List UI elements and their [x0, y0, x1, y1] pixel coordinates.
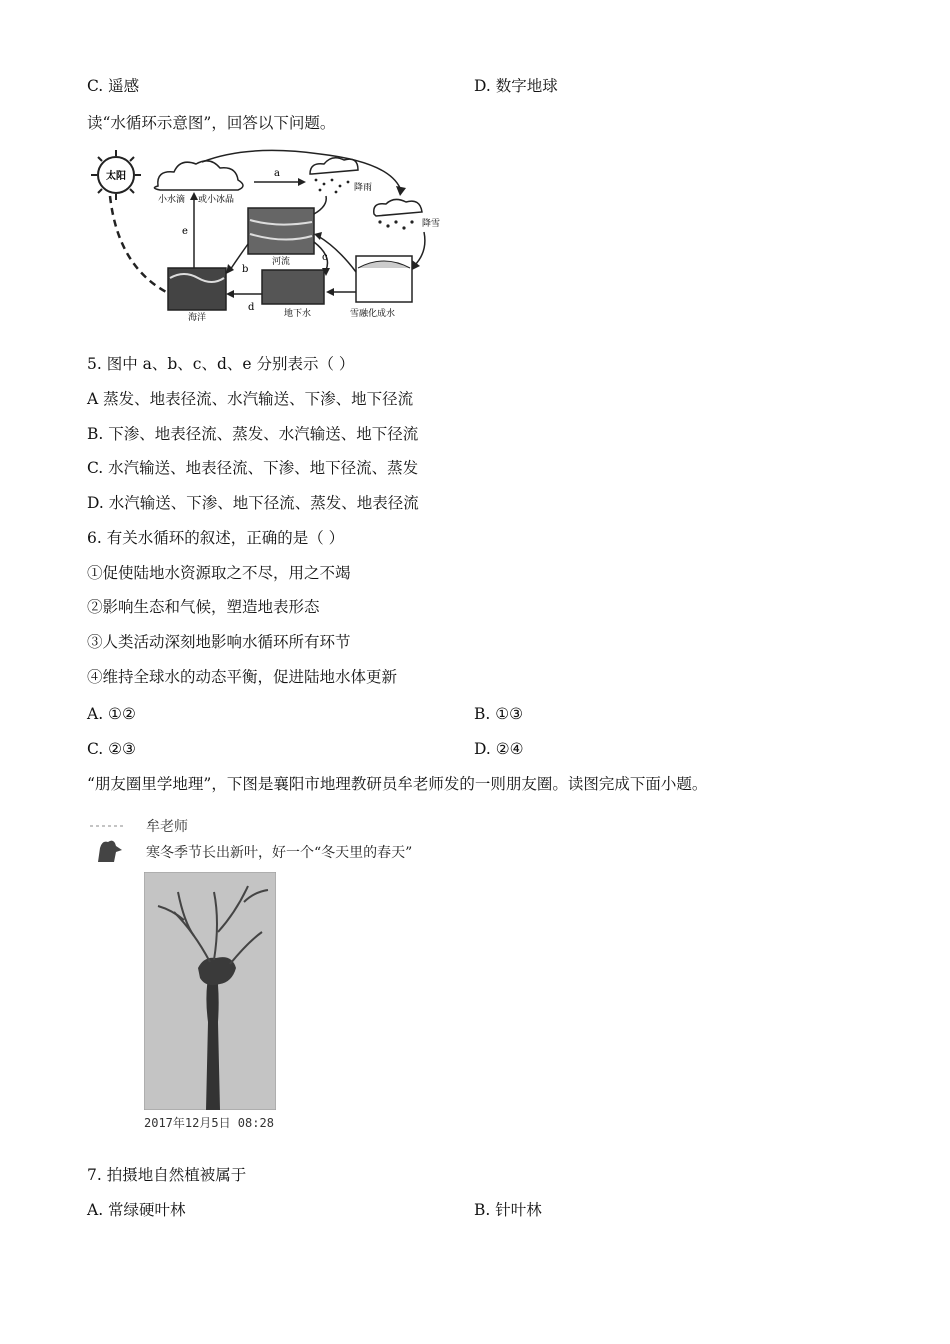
intro-water-cycle: 读“水循环示意图”，回答以下问题。 — [87, 114, 336, 132]
q6-statement-2: ②影响生态和气候，塑造地表形态 — [87, 598, 320, 616]
q4-option-c: C. 遥感 — [87, 77, 140, 95]
q6-statement-3: ③人类活动深刻地影响水循环所有环节 — [87, 633, 351, 651]
cloud-label-2: 或小冰晶 — [198, 195, 235, 205]
cloud-icon — [154, 161, 243, 190]
q6-statement-1: ①促使陆地水资源取之不尽，用之不竭 — [87, 564, 351, 582]
river-label: 河流 — [272, 257, 291, 267]
avatar — [90, 824, 130, 864]
q4-option-d: D. 数字地球 — [474, 77, 558, 95]
rain-cloud-icon — [310, 158, 358, 174]
groundwater-block — [262, 270, 324, 304]
snow-cloud-icon — [374, 199, 422, 216]
q5-option-c: C. 水汽输送、地表径流、下渗、地下径流、蒸发 — [87, 459, 419, 477]
river-block — [248, 208, 314, 254]
rain-label: 降雨 — [354, 183, 373, 193]
q7-stem: 7. 拍摄地自然植被属于 — [87, 1166, 247, 1184]
tree-photo — [144, 872, 276, 1110]
photo-timestamp: 2017年12月5日 08:28 — [144, 1116, 274, 1130]
post-author: 牟老师 — [146, 819, 188, 835]
snow-label: 降雪 — [422, 219, 441, 229]
label-d: d — [248, 302, 255, 313]
q6-option-a: A. ①② — [87, 705, 136, 723]
label-b: b — [242, 264, 249, 275]
q6-option-c: C. ②③ — [87, 740, 136, 758]
q5-option-b: B. 下渗、地表径流、蒸发、水汽输送、地下径流 — [87, 425, 419, 443]
post-text: 寒冬季节长出新叶，好一个“冬天里的春天” — [146, 845, 413, 861]
sun-label: 太阳 — [106, 171, 126, 182]
label-c: c — [322, 252, 328, 263]
q6-option-b: B. ①③ — [474, 705, 524, 723]
q6-option-d: D. ②④ — [474, 740, 524, 758]
q6-statement-4: ④维持全球水的动态平衡，促进陆地水体更新 — [87, 668, 398, 686]
q6-stem: 6. 有关水循环的叙述，正确的是（ ） — [87, 529, 345, 547]
ocean-label: 海洋 — [188, 313, 207, 322]
groundwater-label: 地下水 — [284, 309, 312, 319]
cloud-label: 小水滴 — [158, 195, 186, 205]
label-a: a — [274, 168, 280, 179]
q5-option-d: D. 水汽输送、下渗、地下径流、蒸发、地表径流 — [87, 494, 419, 512]
label-e: e — [182, 226, 188, 237]
q5-option-a: A 蒸发、地表径流、水汽输送、下渗、地下径流 — [87, 390, 414, 408]
moments-post — [88, 812, 488, 1142]
water-cycle-diagram — [88, 148, 450, 322]
q7-option-a: A. 常绿硬叶林 — [87, 1201, 186, 1219]
q7-option-b: B. 针叶林 — [474, 1201, 542, 1219]
q5-stem: 5. 图中 a、b、c、d、e 分别表示（ ） — [87, 355, 355, 373]
intro-moments: “朋友圈里学地理”，下图是襄阳市地理教研员牟老师发的一则朋友圈。读图完成下面小题。 — [87, 775, 708, 793]
melt-label: 雪融化成水 — [350, 309, 396, 319]
